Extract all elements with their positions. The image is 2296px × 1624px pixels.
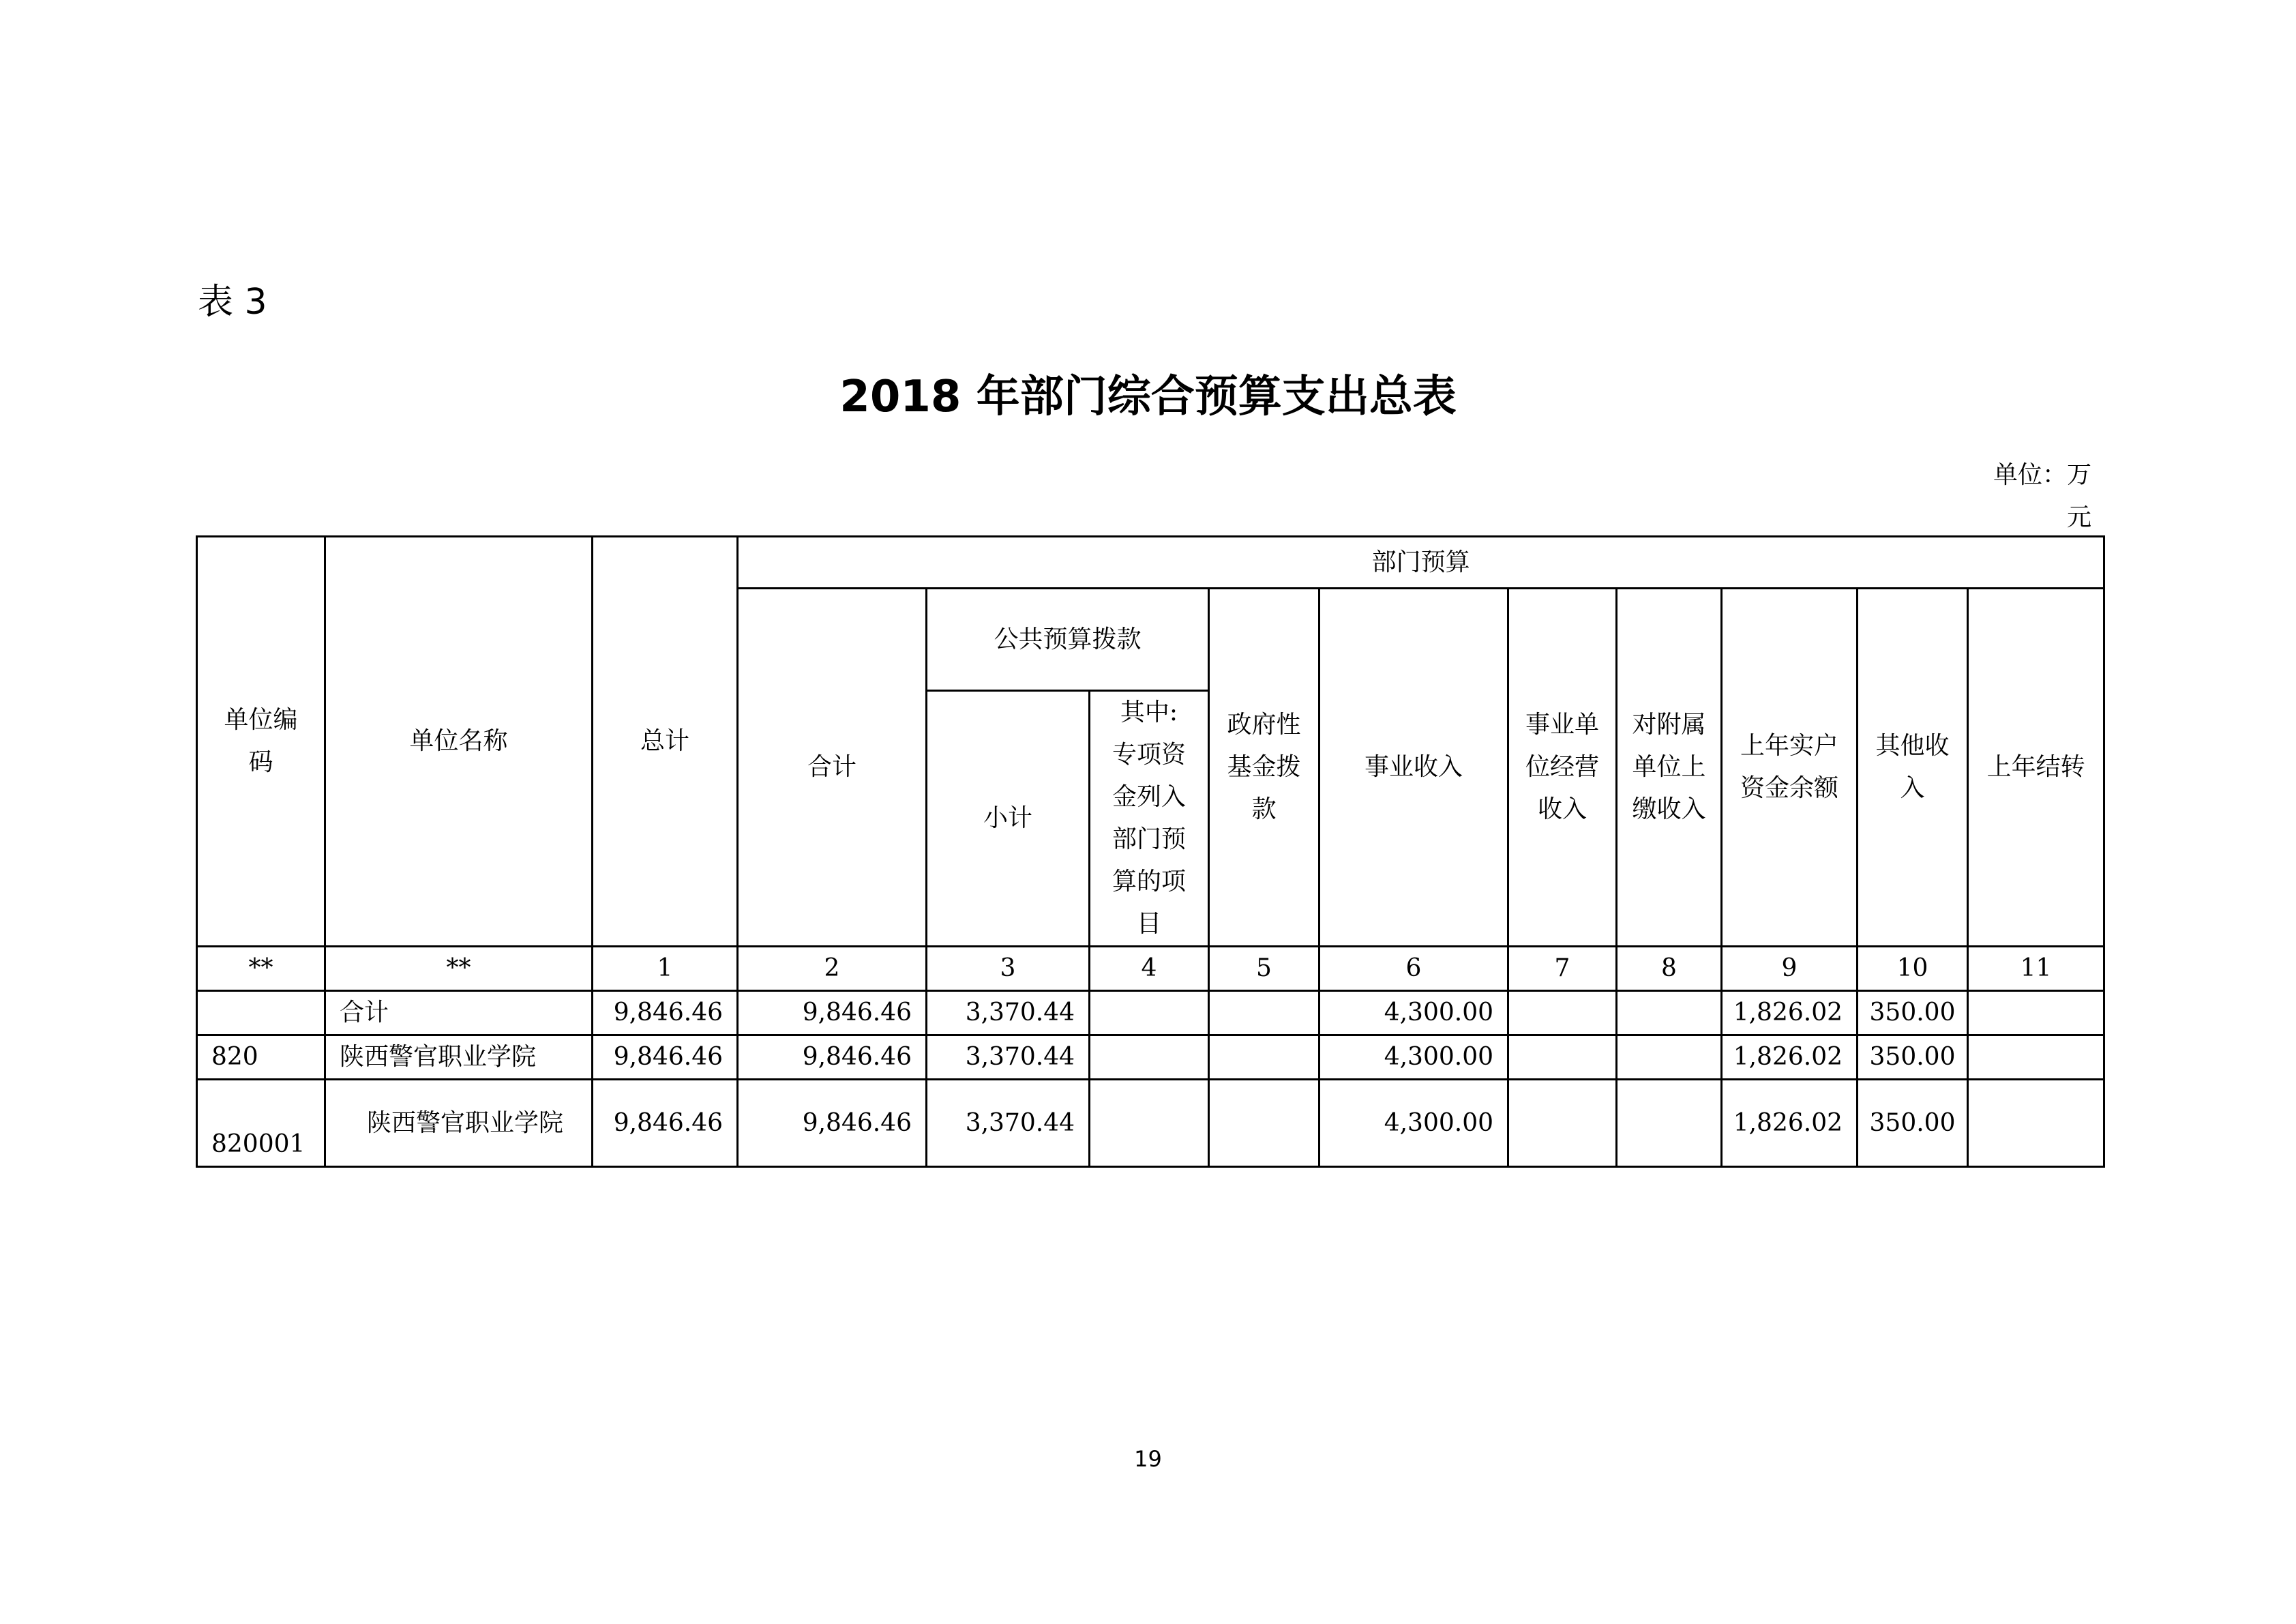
cell-business-operation xyxy=(1508,991,1617,1035)
index-cell: ** xyxy=(325,947,593,991)
cell-name: 合计 xyxy=(325,991,593,1035)
page-number: 19 xyxy=(1134,1446,1162,1472)
cell-code: 820001 xyxy=(197,1080,325,1167)
header-business-income: 事业收入 xyxy=(1320,589,1508,947)
cell-business-operation xyxy=(1508,1035,1617,1080)
cell-affiliated-income xyxy=(1617,1080,1722,1167)
table-row xyxy=(197,1080,2104,1167)
cell-subtotal: 3,370.44 xyxy=(927,1035,1090,1080)
header-subtotal-all: 合计 xyxy=(738,589,927,947)
cell-carryover-balance: 1,826.02 xyxy=(1722,1080,1858,1167)
index-cell: 2 xyxy=(738,947,927,991)
index-cell: 6 xyxy=(1320,947,1508,991)
header-total: 总计 xyxy=(593,537,738,947)
header-business-operation: 事业单位经营收入 xyxy=(1508,589,1617,947)
cell-business-operation xyxy=(1508,1080,1617,1167)
cell-special-funds xyxy=(1090,1035,1209,1080)
cell-total: 9,846.46 xyxy=(593,1035,738,1080)
index-cell: 8 xyxy=(1617,947,1722,991)
header-gov-fund: 政府性基金拨款 xyxy=(1209,589,1320,947)
cell-other-income: 350.00 xyxy=(1858,991,1968,1035)
header-other-income: 其他收入 xyxy=(1858,589,1968,947)
unit-label: 单位：万 xyxy=(1993,461,2091,489)
cell-prev-carryover xyxy=(1968,1035,2104,1080)
header-dept-budget: 部门预算 xyxy=(738,537,2104,589)
header-public-budget: 公共预算拨款 xyxy=(927,589,1209,691)
cell-affiliated-income xyxy=(1617,991,1722,1035)
index-cell: 11 xyxy=(1968,947,2104,991)
index-cell: ** xyxy=(197,947,325,991)
cell-name: 陕西警官职业学院 xyxy=(325,1035,593,1080)
table-row xyxy=(197,1035,2104,1080)
index-cell: 10 xyxy=(1858,947,1968,991)
cell-other-income: 350.00 xyxy=(1858,1080,1968,1167)
cell-carryover-balance: 1,826.02 xyxy=(1722,1035,1858,1080)
cell-carryover-balance: 1,826.02 xyxy=(1722,991,1858,1035)
header-special-funds: 其中:专项资金列入部门预算的项目 xyxy=(1090,691,1209,947)
cell-prev-carryover xyxy=(1968,1080,2104,1167)
cell-subtotal: 3,370.44 xyxy=(927,991,1090,1035)
header-unit-code: 单位编码 xyxy=(197,537,325,947)
cell-total: 9,846.46 xyxy=(593,991,738,1035)
header-unit-name: 单位名称 xyxy=(325,537,593,947)
cell-name: 陕西警官职业学院 xyxy=(325,1080,593,1167)
cell-code xyxy=(197,991,325,1035)
cell-special-funds xyxy=(1090,1080,1209,1167)
header-subtotal: 小计 xyxy=(927,691,1090,947)
page-title: 2018 年部门综合预算支出总表 xyxy=(839,372,1457,422)
cell-gov-fund xyxy=(1209,991,1320,1035)
cell-gov-fund xyxy=(1209,1080,1320,1167)
cell-subtotal-all: 9,846.46 xyxy=(738,1080,927,1167)
table-row xyxy=(197,991,2104,1035)
cell-business-income: 4,300.00 xyxy=(1320,1035,1508,1080)
cell-other-income: 350.00 xyxy=(1858,1035,1968,1080)
cell-code: 820 xyxy=(197,1035,325,1080)
index-row xyxy=(197,947,2104,991)
unit-label-continued: 元 xyxy=(2066,503,2091,531)
cell-subtotal-all: 9,846.46 xyxy=(738,991,927,1035)
header-prev-carryover: 上年结转 xyxy=(1968,589,2104,947)
cell-prev-carryover xyxy=(1968,991,2104,1035)
cell-total: 9,846.46 xyxy=(593,1080,738,1167)
cell-business-income: 4,300.00 xyxy=(1320,991,1508,1035)
cell-business-income: 4,300.00 xyxy=(1320,1080,1508,1167)
cell-affiliated-income xyxy=(1617,1035,1722,1080)
cell-gov-fund xyxy=(1209,1035,1320,1080)
cell-subtotal: 3,370.44 xyxy=(927,1080,1090,1167)
index-cell: 7 xyxy=(1508,947,1617,991)
index-cell: 1 xyxy=(593,947,738,991)
cell-special-funds xyxy=(1090,991,1209,1035)
header-affiliated-income: 对附属单位上缴收入 xyxy=(1617,589,1722,947)
budget-table xyxy=(196,535,2105,1168)
header-carryover-balance: 上年实户资金余额 xyxy=(1722,589,1858,947)
index-cell: 4 xyxy=(1090,947,1209,991)
index-cell: 5 xyxy=(1209,947,1320,991)
index-cell: 3 xyxy=(927,947,1090,991)
index-cell: 9 xyxy=(1722,947,1858,991)
table-label: 表 3 xyxy=(198,282,267,323)
cell-subtotal-all: 9,846.46 xyxy=(738,1035,927,1080)
